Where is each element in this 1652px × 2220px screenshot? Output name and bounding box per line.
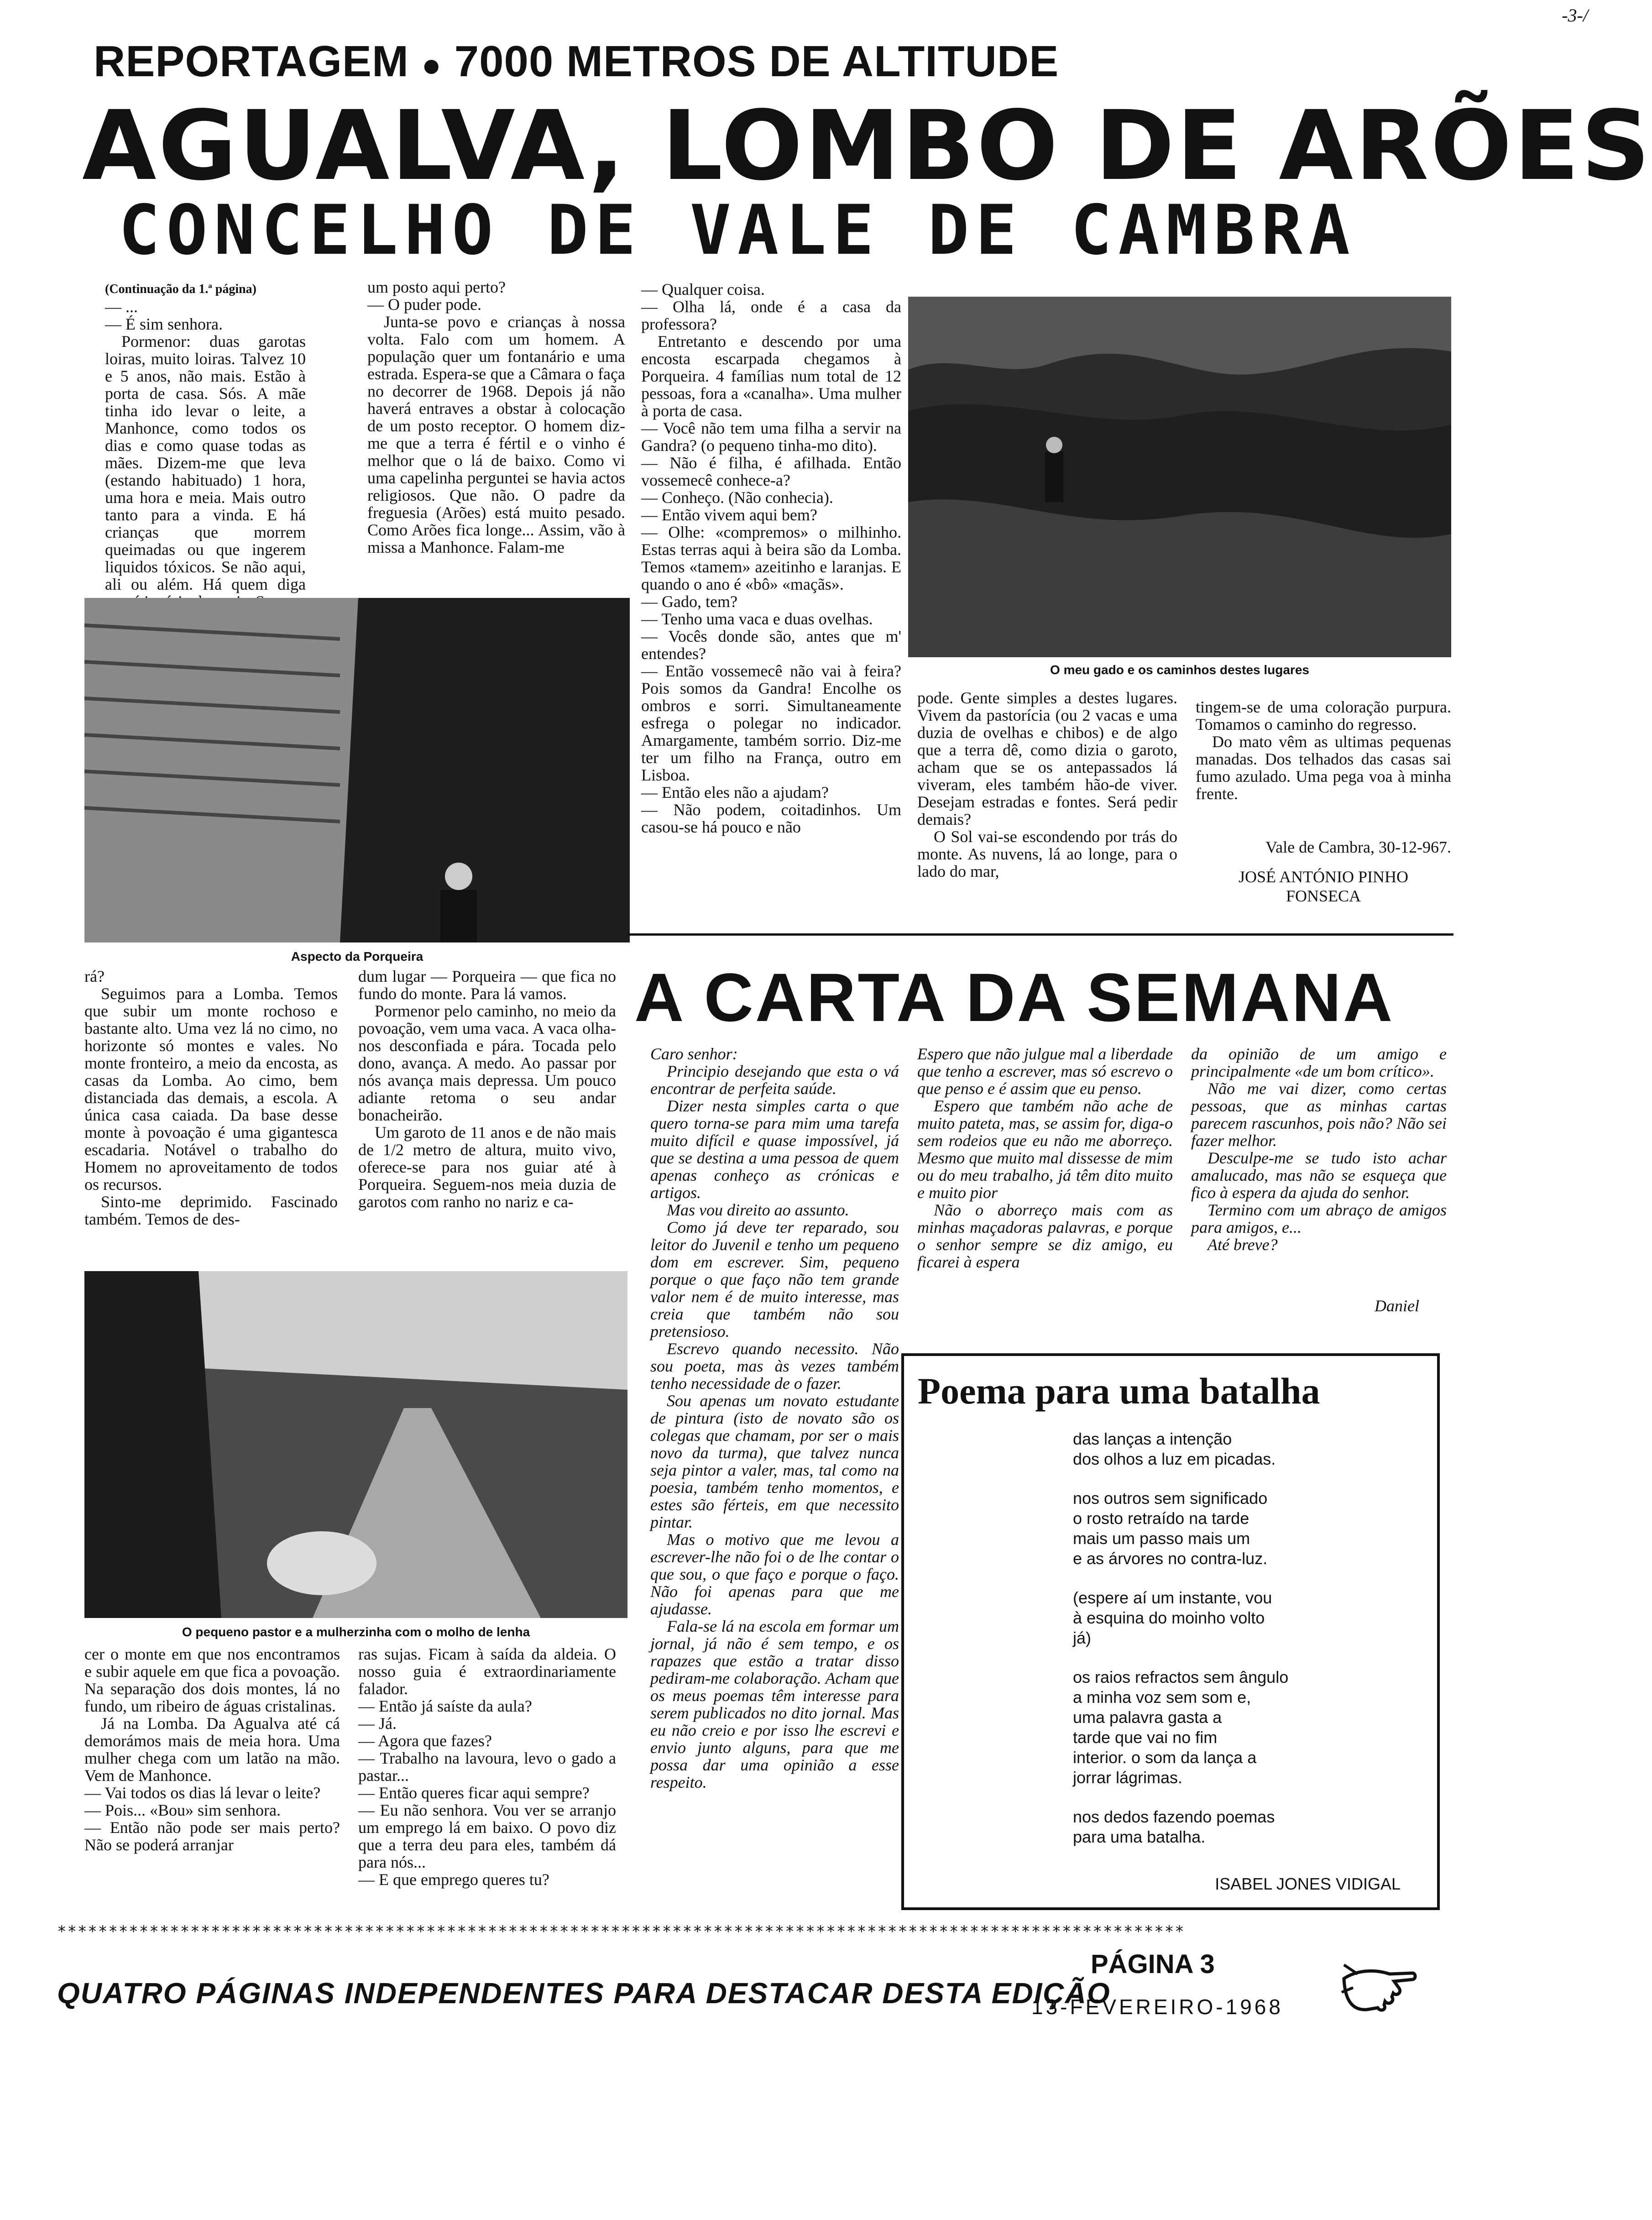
photo-caption-3: O pequeno pastor e a mulherzinha com o molho de lenha <box>182 1625 530 1639</box>
paragraph: — O puder pode. <box>367 295 481 314</box>
paragraph: — Tenho uma vaca e duas ovelhas. <box>641 610 873 628</box>
paragraph: — Você não tem uma filha a servir na Gandra? (o pequeno tinha-mo dito). <box>641 419 901 455</box>
paragraph: Termino com um abraço de amigos para amigos, e... <box>1191 1201 1447 1236</box>
article-col2-bot <box>358 1645 616 1915</box>
paragraph: Até breve? <box>1208 1236 1278 1254</box>
poem-line: dos olhos a luz em picadas. <box>1073 1450 1276 1468</box>
paragraph: — Então vossemecê não vai à feira? Pois somos da Gandra! Encolhe os ombros e sorri. Simultaneamente esfrega o polegar no indicador. Amargamente, também sorrio. Diz-me ter um filho na França, outro em Lisboa. <box>641 662 901 784</box>
paragraph: Um garoto de 11 anos e de não mais de 1/2 metro de altura, muito vivo, oferece-se para nos guiar até à Porqueira. Seguem-nos meia duzia de garotos com ranho no nariz e ca- <box>358 1123 616 1211</box>
photo-caption-2: Aspecto da Porqueira <box>291 949 423 963</box>
paragraph: — Conheço. (Não conhecia). <box>641 488 833 507</box>
paragraph: pode. Gente simples a destes lugares. Vivem da pastorícia (ou 2 vacas e uma duzia de ovelhas e chibos) e de algo que a terra dê, como dizia o garoto, acham que se os antepassados lá viveram, eles também hão-de viver. Desejam estradas e fontes. Será pedir demais? <box>917 689 1177 828</box>
issue-date: 13-FEVEREIRO-1968 <box>1031 1995 1283 2019</box>
poem-line: o rosto retraído na tarde <box>1073 1509 1249 1528</box>
paragraph: Fala-se lá na escola em formar um jornal, já não é sem tempo, e os rapazes que estão a tratar disso pediram-me colaboração. Acham que os meus poemas têm interesse para serem publicados no dito jornal. Mas eu não creio e por isso lhe escrevi e envio junto alguns, para que me possa dar uma opinião a esse respeito. <box>650 1617 899 1791</box>
page-title: AGUALVA, LOMBO DE ARÕES <box>82 90 1652 202</box>
kicker-headline: 7000 METROS DE ALTITUDE <box>454 37 1059 86</box>
poem-title: Poema para uma batalha <box>918 1370 1320 1412</box>
poem-line: tarde que vai no fim <box>1073 1728 1218 1747</box>
poem-stanza <box>1073 1667 1429 1788</box>
paragraph: — Então vivem aqui bem? <box>641 506 817 524</box>
poem-line: os raios refractos sem ângulo <box>1073 1668 1289 1686</box>
paragraph: Não o aborreço mais com as minhas maçadoras palavras, e porque o senhor sempre se diz amigo, eu ficarei à espera <box>917 1201 1173 1271</box>
paragraph: Sinto-me deprimido. Fascinado também. Temos de des- <box>84 1193 338 1228</box>
poem-line: e as árvores no contra-luz. <box>1073 1549 1268 1568</box>
article-author <box>1196 867 1451 906</box>
article-col4 <box>917 689 1177 913</box>
carta-title: A CARTA DA SEMANA <box>634 959 1395 1036</box>
paragraph: Já na Lomba. Da Agualva até cá demorámos mais de meia hora. Uma mulher chega com um latão na mão. Vem de Manhonce. <box>84 1714 340 1785</box>
paragraph: Dizer nesta simples carta o que quero torna-se para mim uma tarefa muito difícil e quase impossível, já que se destina a uma pessoa de quem apenas conheço as crónicas e artigos. <box>650 1097 899 1202</box>
poem-stanza <box>1073 1429 1429 1469</box>
article-col5 <box>1196 698 1451 835</box>
paragraph: — Então não pode ser mais perto? Não se poderá arranjar <box>84 1818 340 1854</box>
paragraph: Pormenor pelo caminho, no meio da povoação, vem uma vaca. A vaca olha-nos desconfiada e pára. Tocada pelo dono, avança. A medo. Ao passar por nós avança mais depressa. Um pouco adiante retoma o seu andar bonacheirão. <box>358 1002 616 1124</box>
article-col1-bot <box>84 1645 340 1915</box>
poem-stanza <box>1073 1588 1429 1648</box>
poem-line: (espere aí um instante, vou <box>1073 1588 1272 1607</box>
star-divider: ************************************************************************************************************** <box>57 1922 1185 1941</box>
corner-mark: -3-/ <box>1562 5 1588 26</box>
paragraph: Seguimos para a Lomba. Temos que subir um monte rochoso e bastante alto. Uma vez lá no cimo, no horizonte só montes e vales. No monte fronteiro, a meio da encosta, as casas da Lomba. Ao cimo, bem distanciada das demais, a escola. A única casa caiada. Da base desse monte à povoação é uma gigantesca escadaria. Notável o trabalho do Homem no aproveitamento de todos os recursos. <box>84 984 338 1194</box>
page-number: PÁGINA 3 <box>1091 1949 1215 1979</box>
carta-col3 <box>1191 1045 1447 1301</box>
paragraph: — Eu não senhora. Vou ver se arranjo um emprego lá em baixo. O povo diz que a terra deu para eles, também dá para nós... <box>358 1801 616 1871</box>
photo-porqueira <box>84 598 630 942</box>
poem-author: ISABEL JONES VIDIGAL <box>1215 1874 1401 1893</box>
paragraph: O Sol vai-se escondendo por trás do monte. As nuvens, lá ao longe, para o lado do mar, <box>917 827 1177 880</box>
poem-line: à esquina do moinho volto <box>1073 1608 1265 1627</box>
paragraph: — ... <box>105 298 138 316</box>
carta-col1 <box>650 1045 899 1912</box>
article-author-line2: FONSECA <box>1286 887 1361 905</box>
paragraph: Espero que não julgue mal a liberdade que tenho a escrever, mas só escrevo o que penso e é assim que eu penso. <box>917 1045 1173 1098</box>
paragraph: — Então já saíste da aula? <box>358 1697 532 1715</box>
paragraph: — Trabalho na lavoura, levo o gado a pastar... <box>358 1749 616 1785</box>
article-col1-mid <box>84 968 338 1260</box>
paragraph: Desculpe-me se tudo isto achar amalucado, mas não se esqueça que fico à espera da ajuda do senhor. <box>1191 1149 1447 1202</box>
continuation-note: (Continuação da 1.ª página) <box>105 282 257 296</box>
poem-box <box>901 1353 1440 1910</box>
article-col2-mid <box>358 968 616 1260</box>
paragraph: Principio desejando que esta o vá encontrar de perfeita saúde. <box>650 1062 899 1098</box>
paragraph: Como já deve ter reparado, sou leitor do Juvenil e tenho um pequeno dom em escrever. Sim, pequeno porque o que faço não tem grande valor nem é de muito interesse, mas creia que também não sou pretensioso. <box>650 1218 899 1340</box>
poem-stanza <box>1073 1807 1429 1847</box>
section-divider <box>627 933 1453 936</box>
photo-pastor <box>84 1271 627 1618</box>
paragraph: — Olhe: «compremos» o milhinho. Estas terras aqui à beira são da Lomba. Temos «tamem» azeitinho e laranjas. E quando o ano é «bô» «maçãs». <box>641 523 901 593</box>
paragraph: Junta-se povo e crianças à nossa volta. Falo com um homem. A população quer um fontanário e uma estrada. Espera-se que a Câmara o faça no decorrer de 1968. Depois já não haverá entraves a obstar à colocação de um posto receptor. O homem diz-me que a terra é fértil e o vinho é melhor que o lá de baixo. Como vi uma capelinha perguntei se havia actos religiosos. Que não. O padre da freguesia (Arões) está muito pesado. Como Arões fica longe... Assim, vão à missa a Manhonce. Falam-me <box>367 313 625 556</box>
kicker <box>94 37 1098 87</box>
paragraph: — Olha lá, onde é a casa da professora? <box>641 298 901 333</box>
poem-line: já) <box>1073 1628 1092 1647</box>
col1-top-text <box>105 298 306 610</box>
paragraph: — Não é filha, é afilhada. Então vossemecê conhece-a? <box>641 454 901 489</box>
footer-tagline: QUATRO PÁGINAS INDEPENDENTES PARA DESTACAR DESTA EDIÇÃO <box>57 1977 1111 2010</box>
carta-col2 <box>917 1045 1173 1342</box>
paragraph: — É sim senhora. <box>105 315 223 333</box>
page-subtitle: CONCELHO DE VALE DE CAMBRA <box>119 191 1356 270</box>
article-col3 <box>641 281 901 920</box>
paragraph: cer o monte em que nos encontramos e subir aquele em que fica a povoação. Na separação dos dois montes, lá no fundo, um ribeiro de águas cristalinas. <box>84 1645 340 1715</box>
poem-stanza <box>1073 1488 1429 1569</box>
photo-shepherd-hillside <box>908 297 1451 657</box>
paragraph: — Já. <box>358 1714 397 1733</box>
paragraph: rá? <box>84 967 105 985</box>
paragraph: Mas o motivo que me levou a escrever-lhe não foi o de lhe contar o que sou, o que faço e porque o faço. Não foi apenas para que me ajudasse. <box>650 1530 899 1618</box>
paragraph: — Então queres ficar aqui sempre? <box>358 1784 590 1802</box>
article-author-line1: JOSÉ ANTÓNIO PINHO <box>1238 868 1408 886</box>
paragraph: Caro senhor: <box>650 1045 738 1063</box>
photo-porqueira-illustration <box>84 598 630 942</box>
poem-line: interior. o som da lança a <box>1073 1748 1257 1767</box>
poem-body <box>1073 1429 1429 1866</box>
kicker-section: REPORTAGEM <box>94 37 409 86</box>
poem-line: a minha voz sem som e, <box>1073 1688 1251 1707</box>
poem-line: nos outros sem significado <box>1073 1489 1268 1508</box>
paragraph: Pormenor: duas garotas loiras, muito loiras. Talvez 10 e 5 anos, não mais. Estão à porta de casa. Sós. A mãe tinha ido levar o leite, a Manhonce, como todos os dias e como quase todas as mães. Dizem-me que leva (estando habituado) 1 hora, uma hora e meia. Mais outro tanto para a vinda. E há crianças que morrem queimadas ou que ingerem liquidos tóxicos. Se não aqui, ali ou além. Há quem diga <box>105 332 306 593</box>
paragraph: Espero que também não ache de muito pateta, mas, se assim for, diga-o sem rodeios que eu não me aborreço. Mesmo que muito mal dissesse de mim ou do meu trabalho, já têm dito muito e muito pior <box>917 1097 1173 1202</box>
paragraph: Não me vai dizer, como certas pessoas, que as minhas cartas parecem rascunhos, pois não? Não sei fazer melhor. <box>1191 1079 1447 1150</box>
pointing-hand-icon <box>1339 1951 1417 2020</box>
paragraph: — Vai todos os dias lá levar o leite? <box>84 1784 321 1802</box>
poem-line: das lanças a intenção <box>1073 1429 1232 1448</box>
photo-hillside-illustration <box>908 297 1451 657</box>
paragraph: — E que emprego queres tu? <box>358 1870 549 1889</box>
paragraph: tingem-se de uma coloração purpura. Tomamos o caminho do regresso. <box>1196 698 1451 733</box>
paragraph: — Vocês donde são, antes que m' entendes? <box>641 627 901 663</box>
paragraph: Escrevo quando necessito. Não sou poeta, mas às vezes também tenho necessidade de o fazer. <box>650 1340 899 1393</box>
paragraph: — Agora que fazes? <box>358 1732 492 1750</box>
paragraph: — Gado, tem? <box>641 592 737 611</box>
paragraph: da opinião de um amigo e principalmente «de um bom crítico». <box>1191 1045 1447 1080</box>
kicker-bullet: ● <box>421 47 442 84</box>
poem-line: uma palavra gasta a <box>1073 1708 1222 1727</box>
article-col1-top <box>105 281 306 596</box>
paragraph: Sou apenas um novato estudante de pintura (isto de novato são os colegas que chamam, por ser o mais novo da turma), que talvez nunca seja pintor a valer, mas, tal como na poesia, também tenho momentos, e estes são férteis, em que necessito pintar. <box>650 1392 899 1531</box>
poem-line: para uma batalha. <box>1073 1827 1206 1846</box>
paragraph: — Pois... «Bou» sim senhora. <box>84 1801 281 1819</box>
poem-line: mais um passo mais um <box>1073 1529 1250 1548</box>
paragraph: — Qualquer coisa. <box>641 280 765 298</box>
dateline: Vale de Cambra, 30-12-967. <box>1265 838 1451 856</box>
article-col2-top <box>367 278 625 596</box>
carta-signature: Daniel <box>1375 1297 1419 1315</box>
paragraph: — Então eles não a ajudam? <box>641 783 829 801</box>
photo-caption-1: O meu gado e os caminhos destes lugares <box>1050 663 1309 677</box>
paragraph: Entretanto e descendo por uma encosta escarpada chegamos à Porqueira. 4 famílias num total de 12 pessoas, fora a «canalha». Uma mulher à porta de casa. <box>641 332 901 420</box>
paragraph: Mas vou direito ao assunto. <box>667 1201 849 1219</box>
paragraph: Do mato vêm as ultimas pequenas manadas. Dos telhados das casas sai fumo azulado. Uma pega voa à minha frente. <box>1196 733 1451 803</box>
photo-pastor-illustration <box>84 1271 627 1618</box>
poem-line: nos dedos fazendo poemas <box>1073 1807 1275 1826</box>
paragraph: — Não podem, coitadinhos. Um casou-se há pouco e não <box>641 801 901 836</box>
paragraph: um posto aqui perto? <box>367 278 506 296</box>
poem-line: jorrar lágrimas. <box>1073 1768 1183 1787</box>
paragraph: ras sujas. Ficam à saída da aldeia. O nosso guia é extraordinariamente falador. <box>358 1645 616 1698</box>
paragraph: dum lugar — Porqueira — que fica no fundo do monte. Para lá vamos. <box>358 967 616 1003</box>
